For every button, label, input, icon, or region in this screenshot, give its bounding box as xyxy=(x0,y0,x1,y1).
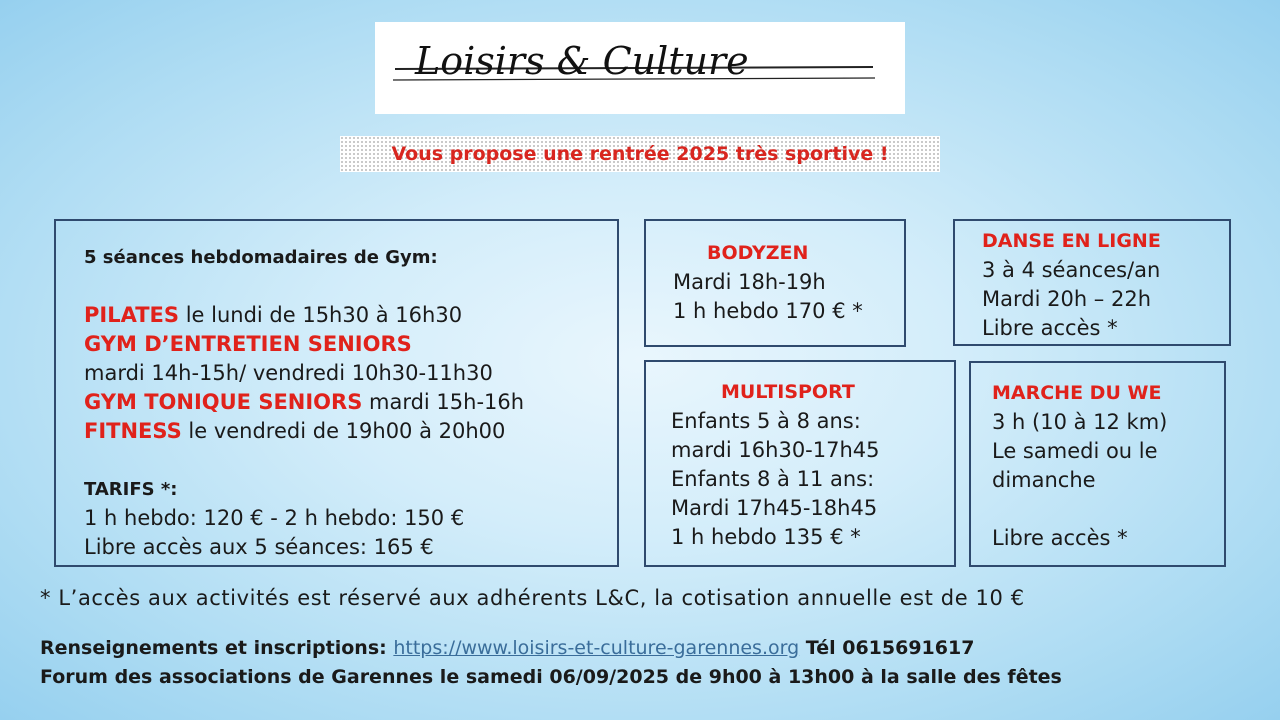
fitness-label: FITNESS xyxy=(84,419,182,443)
forum-line: Forum des associations de Garennes le samedi 06/09/2025 de 9h00 à 13h00 à la salle des fêtes xyxy=(40,666,1062,688)
multisport-line-1: Enfants 5 à 8 ans: xyxy=(671,409,861,433)
danse-line-2: Mardi 20h – 22h xyxy=(982,287,1152,311)
marche-line-3: dimanche xyxy=(992,468,1096,492)
danse-box xyxy=(953,219,1231,346)
logo-graphic xyxy=(375,22,905,114)
multisport-line-4: Mardi 17h45-18h45 xyxy=(671,496,878,520)
fitness-time: le vendredi de 19h00 à 20h00 xyxy=(181,419,506,443)
multisport-line-5: 1 h hebdo 135 € * xyxy=(671,525,861,549)
marche-line-2: Le samedi ou le xyxy=(992,439,1158,463)
marche-line-4: Libre accès * xyxy=(992,526,1128,550)
info-label: Renseignements et inscriptions: xyxy=(40,637,394,659)
multisport-line-2: mardi 16h30-17h45 xyxy=(671,438,880,462)
multisport-title: MULTISPORT xyxy=(721,381,855,403)
tarifs-heading: TARIFS *: xyxy=(84,479,178,500)
pilates-row xyxy=(84,301,617,330)
footnote: * L’accès aux activités est réservé aux adhérents L&C, la cotisation annuelle est de 10 € xyxy=(40,586,1025,610)
gym-box xyxy=(54,219,619,567)
marche-box xyxy=(969,361,1226,567)
multisport-line-3: Enfants 8 à 11 ans: xyxy=(671,467,875,491)
danse-line-1: 3 à 4 séances/an xyxy=(982,258,1161,282)
multisport-box xyxy=(644,360,956,567)
bodyzen-title: BODYZEN xyxy=(707,242,809,264)
danse-line-3: Libre accès * xyxy=(982,316,1118,340)
tagline: Vous propose une rentrée 2025 très sportive ! xyxy=(340,136,940,172)
pilates-time: le lundi de 15h30 à 16h30 xyxy=(179,303,463,327)
entretien-time: mardi 14h-15h/ vendredi 10h30-11h30 xyxy=(84,361,493,385)
tarif-line-2: Libre accès aux 5 séances: 165 € xyxy=(84,535,434,559)
info-line xyxy=(40,637,974,659)
tarif-line-1: 1 h hebdo: 120 € - 2 h hebdo: 150 € xyxy=(84,506,465,530)
danse-title: DANSE EN LIGNE xyxy=(982,230,1161,252)
phone: Tél 0615691617 xyxy=(799,637,975,659)
bodyzen-line-2: 1 h hebdo 170 € * xyxy=(673,299,863,323)
pilates-label: PILATES xyxy=(84,303,180,327)
fitness-row xyxy=(84,417,617,446)
logo xyxy=(375,22,905,114)
gym-heading: 5 séances hebdomadaires de Gym: xyxy=(84,247,438,268)
tonique-time: mardi 15h-16h xyxy=(362,390,525,414)
bodyzen-box xyxy=(644,219,906,347)
entretien-label: GYM D’ENTRETIEN SENIORS xyxy=(84,332,412,356)
logo-text: Loisirs & Culture xyxy=(415,39,749,83)
tonique-row xyxy=(84,388,617,417)
website-link[interactable]: https://www.loisirs-et-culture-garennes.org xyxy=(393,637,800,659)
tonique-label: GYM TONIQUE SENIORS xyxy=(84,390,363,414)
marche-line-1: 3 h (10 à 12 km) xyxy=(992,410,1168,434)
bodyzen-line-1: Mardi 18h-19h xyxy=(673,270,826,294)
marche-title: MARCHE DU WE xyxy=(992,382,1162,404)
